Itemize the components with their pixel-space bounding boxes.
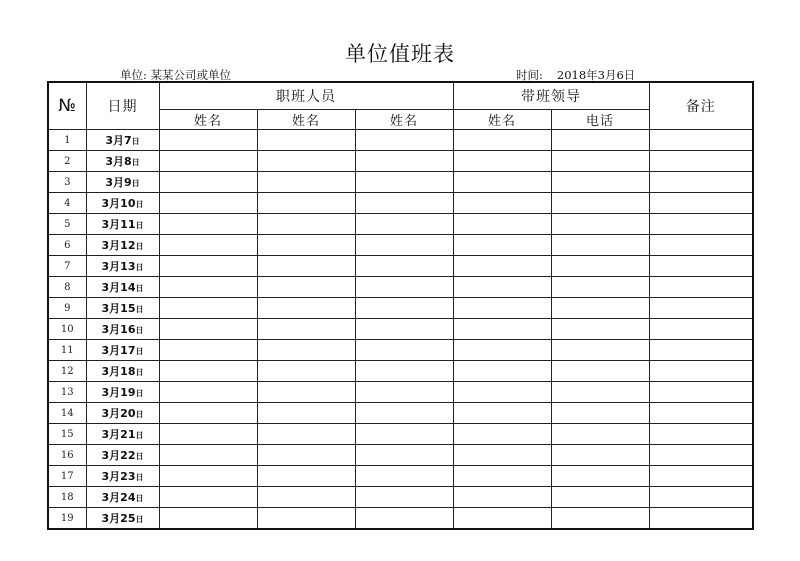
page-title: 单位值班表 <box>345 42 455 66</box>
remark-cell[interactable] <box>649 424 753 445</box>
staff-name-1-cell[interactable] <box>159 193 257 214</box>
row-index: 15 <box>48 424 86 445</box>
row-date-day: 日 <box>135 515 144 524</box>
row-date-text: 3月22 <box>101 449 136 462</box>
row-index: 11 <box>48 340 86 361</box>
row-date <box>86 445 159 466</box>
row-date <box>86 130 159 151</box>
row-date-text: 3月25 <box>101 512 136 525</box>
row-index: 13 <box>48 382 86 403</box>
row-index: 4 <box>48 193 86 214</box>
leader-name-cell[interactable] <box>453 172 551 193</box>
staff-name-1-cell[interactable] <box>159 382 257 403</box>
staff-name-2-cell[interactable] <box>257 256 355 277</box>
staff-name-1-cell[interactable] <box>159 403 257 424</box>
staff-name-2-cell[interactable] <box>257 508 355 530</box>
row-date-text: 3月18 <box>101 365 136 378</box>
leader-phone-cell[interactable] <box>551 508 649 530</box>
remark-cell[interactable] <box>649 214 753 235</box>
table-row <box>48 214 753 235</box>
remark-cell[interactable] <box>649 508 753 530</box>
time-value: 2018年3月6日 <box>556 68 636 82</box>
leader-name-cell[interactable] <box>453 319 551 340</box>
row-date-day: 日 <box>135 326 144 335</box>
staff-name-3-cell[interactable] <box>355 403 453 424</box>
table-row <box>48 361 753 382</box>
leader-phone-cell[interactable] <box>551 424 649 445</box>
leader-name-cell[interactable] <box>453 256 551 277</box>
row-date-text: 3月7 <box>105 134 132 147</box>
row-index: 6 <box>48 235 86 256</box>
leader-name-cell[interactable] <box>453 277 551 298</box>
staff-name-2-cell[interactable] <box>257 340 355 361</box>
leader-name-cell[interactable] <box>453 235 551 256</box>
row-index: 14 <box>48 403 86 424</box>
remark-cell[interactable] <box>649 298 753 319</box>
unit-label: 单位: 某某公司或单位 <box>120 68 232 82</box>
remark-cell[interactable] <box>649 382 753 403</box>
row-date <box>86 403 159 424</box>
row-date <box>86 382 159 403</box>
row-date-day: 日 <box>135 410 144 419</box>
table-row <box>48 298 753 319</box>
row-date <box>86 151 159 172</box>
staff-name-2-cell[interactable] <box>257 403 355 424</box>
header-staff-group: 职班人员 <box>159 82 453 110</box>
table-row <box>48 130 753 151</box>
staff-name-2-cell[interactable] <box>257 151 355 172</box>
time-label: 时间: <box>516 68 543 82</box>
staff-name-3-cell[interactable] <box>355 235 453 256</box>
header-leader-phone: 电话 <box>551 110 649 130</box>
staff-name-2-cell[interactable] <box>257 214 355 235</box>
staff-name-2-cell[interactable] <box>257 235 355 256</box>
staff-name-3-cell[interactable] <box>355 487 453 508</box>
staff-name-3-cell[interactable] <box>355 151 453 172</box>
leader-name-cell[interactable] <box>453 298 551 319</box>
header-leader-group: 带班领导 <box>453 82 649 110</box>
row-date <box>86 298 159 319</box>
staff-name-1-cell[interactable] <box>159 277 257 298</box>
row-index: 7 <box>48 256 86 277</box>
staff-name-2-cell[interactable] <box>257 466 355 487</box>
row-index: 17 <box>48 466 86 487</box>
leader-phone-cell[interactable] <box>551 487 649 508</box>
staff-name-1-cell[interactable] <box>159 340 257 361</box>
table-row <box>48 508 753 530</box>
staff-name-2-cell[interactable] <box>257 487 355 508</box>
row-date-day: 日 <box>131 137 140 146</box>
staff-name-3-cell[interactable] <box>355 172 453 193</box>
staff-name-2-cell[interactable] <box>257 445 355 466</box>
remark-cell[interactable] <box>649 277 753 298</box>
row-date-day: 日 <box>135 431 144 440</box>
row-date <box>86 424 159 445</box>
staff-name-3-cell[interactable] <box>355 361 453 382</box>
row-date <box>86 340 159 361</box>
row-date-day: 日 <box>135 452 144 461</box>
staff-name-3-cell[interactable] <box>355 319 453 340</box>
staff-name-1-cell[interactable] <box>159 172 257 193</box>
table-row <box>48 151 753 172</box>
header-staff-name-1: 姓名 <box>159 110 257 130</box>
row-date-text: 3月10 <box>101 197 136 210</box>
row-index: 12 <box>48 361 86 382</box>
staff-name-3-cell[interactable] <box>355 382 453 403</box>
header-staff-name-2: 姓名 <box>257 110 355 130</box>
staff-name-1-cell[interactable] <box>159 319 257 340</box>
staff-name-1-cell[interactable] <box>159 235 257 256</box>
staff-name-3-cell[interactable] <box>355 277 453 298</box>
header-remark: 备注 <box>649 82 753 130</box>
leader-phone-cell[interactable] <box>551 445 649 466</box>
leader-phone-cell[interactable] <box>551 298 649 319</box>
table-row <box>48 277 753 298</box>
remark-cell[interactable] <box>649 256 753 277</box>
header-leader-name: 姓名 <box>453 110 551 130</box>
table-row <box>48 256 753 277</box>
staff-name-1-cell[interactable] <box>159 151 257 172</box>
remark-cell[interactable] <box>649 130 753 151</box>
row-date-day: 日 <box>135 263 144 272</box>
leader-phone-cell[interactable] <box>551 214 649 235</box>
row-date-text: 3月11 <box>101 218 136 231</box>
table-row <box>48 445 753 466</box>
table-row <box>48 382 753 403</box>
leader-name-cell[interactable] <box>453 193 551 214</box>
row-date <box>86 172 159 193</box>
row-date <box>86 361 159 382</box>
leader-name-cell[interactable] <box>453 340 551 361</box>
row-index: 3 <box>48 172 86 193</box>
row-date-day: 日 <box>135 347 144 356</box>
leader-phone-cell[interactable] <box>551 382 649 403</box>
staff-name-3-cell[interactable] <box>355 130 453 151</box>
row-index: 9 <box>48 298 86 319</box>
header-date: 日期 <box>86 82 159 130</box>
table-row <box>48 193 753 214</box>
row-date-text: 3月8 <box>105 155 132 168</box>
remark-cell[interactable] <box>649 340 753 361</box>
header-no: № <box>48 82 86 130</box>
table-row <box>48 235 753 256</box>
row-date <box>86 235 159 256</box>
leader-name-cell[interactable] <box>453 214 551 235</box>
staff-name-2-cell[interactable] <box>257 298 355 319</box>
leader-name-cell[interactable] <box>453 424 551 445</box>
row-date-text: 3月9 <box>105 176 132 189</box>
leader-name-cell[interactable] <box>453 445 551 466</box>
row-index: 16 <box>48 445 86 466</box>
staff-name-1-cell[interactable] <box>159 298 257 319</box>
leader-phone-cell[interactable] <box>551 151 649 172</box>
duty-roster-table <box>47 81 754 530</box>
leader-name-cell[interactable] <box>453 466 551 487</box>
staff-name-2-cell[interactable] <box>257 361 355 382</box>
row-date-day: 日 <box>135 284 144 293</box>
staff-name-3-cell[interactable] <box>355 256 453 277</box>
row-date-text: 3月24 <box>101 491 136 504</box>
row-date-day: 日 <box>135 200 144 209</box>
row-date-text: 3月13 <box>101 260 136 273</box>
table-row <box>48 340 753 361</box>
table-row <box>48 424 753 445</box>
table-row <box>48 172 753 193</box>
row-index: 5 <box>48 214 86 235</box>
remark-cell[interactable] <box>649 445 753 466</box>
row-index: 2 <box>48 151 86 172</box>
remark-cell[interactable] <box>649 172 753 193</box>
row-date-text: 3月15 <box>101 302 136 315</box>
row-date <box>86 508 159 530</box>
table-row <box>48 466 753 487</box>
remark-cell[interactable] <box>649 403 753 424</box>
row-date-text: 3月20 <box>101 407 136 420</box>
row-date <box>86 214 159 235</box>
row-date-text: 3月19 <box>101 386 136 399</box>
leader-phone-cell[interactable] <box>551 361 649 382</box>
row-date-text: 3月21 <box>101 428 136 441</box>
row-date-text: 3月12 <box>101 239 136 252</box>
staff-name-3-cell[interactable] <box>355 445 453 466</box>
row-date <box>86 193 159 214</box>
staff-name-1-cell[interactable] <box>159 361 257 382</box>
row-date-text: 3月16 <box>101 323 136 336</box>
row-date <box>86 277 159 298</box>
remark-cell[interactable] <box>649 466 753 487</box>
row-date-text: 3月17 <box>101 344 136 357</box>
leader-phone-cell[interactable] <box>551 256 649 277</box>
row-index: 8 <box>48 277 86 298</box>
row-date-text: 3月14 <box>101 281 136 294</box>
staff-name-1-cell[interactable] <box>159 508 257 530</box>
row-date-day: 日 <box>135 389 144 398</box>
leader-name-cell[interactable] <box>453 403 551 424</box>
staff-name-2-cell[interactable] <box>257 172 355 193</box>
staff-name-2-cell[interactable] <box>257 130 355 151</box>
leader-name-cell[interactable] <box>453 487 551 508</box>
leader-phone-cell[interactable] <box>551 235 649 256</box>
remark-cell[interactable] <box>649 235 753 256</box>
leader-phone-cell[interactable] <box>551 277 649 298</box>
staff-name-1-cell[interactable] <box>159 445 257 466</box>
leader-phone-cell[interactable] <box>551 340 649 361</box>
leader-name-cell[interactable] <box>453 151 551 172</box>
remark-cell[interactable] <box>649 319 753 340</box>
staff-name-2-cell[interactable] <box>257 424 355 445</box>
row-date <box>86 466 159 487</box>
table-row <box>48 403 753 424</box>
remark-cell[interactable] <box>649 193 753 214</box>
staff-name-3-cell[interactable] <box>355 214 453 235</box>
row-date-day: 日 <box>131 179 140 188</box>
row-date-day: 日 <box>135 494 144 503</box>
remark-cell[interactable] <box>649 487 753 508</box>
staff-name-3-cell[interactable] <box>355 424 453 445</box>
row-date <box>86 256 159 277</box>
remark-cell[interactable] <box>649 361 753 382</box>
staff-name-1-cell[interactable] <box>159 130 257 151</box>
row-date-day: 日 <box>135 368 144 377</box>
leader-name-cell[interactable] <box>453 361 551 382</box>
row-index: 1 <box>48 130 86 151</box>
row-date-day: 日 <box>135 242 144 251</box>
row-date-day: 日 <box>135 221 144 230</box>
leader-name-cell[interactable] <box>453 382 551 403</box>
staff-name-1-cell[interactable] <box>159 214 257 235</box>
staff-name-1-cell[interactable] <box>159 424 257 445</box>
staff-name-3-cell[interactable] <box>355 193 453 214</box>
staff-name-1-cell[interactable] <box>159 256 257 277</box>
leader-phone-cell[interactable] <box>551 172 649 193</box>
staff-name-3-cell[interactable] <box>355 340 453 361</box>
row-date-day: 日 <box>131 158 140 167</box>
leader-name-cell[interactable] <box>453 508 551 530</box>
row-date-day: 日 <box>135 305 144 314</box>
row-date-text: 3月23 <box>101 470 136 483</box>
row-index: 10 <box>48 319 86 340</box>
leader-phone-cell[interactable] <box>551 319 649 340</box>
header-staff-name-3: 姓名 <box>355 110 453 130</box>
staff-name-3-cell[interactable] <box>355 466 453 487</box>
staff-name-2-cell[interactable] <box>257 319 355 340</box>
leader-phone-cell[interactable] <box>551 130 649 151</box>
table-row <box>48 319 753 340</box>
leader-phone-cell[interactable] <box>551 403 649 424</box>
staff-name-1-cell[interactable] <box>159 487 257 508</box>
row-index: 19 <box>48 508 86 530</box>
remark-cell[interactable] <box>649 151 753 172</box>
staff-name-1-cell[interactable] <box>159 466 257 487</box>
staff-name-2-cell[interactable] <box>257 193 355 214</box>
row-date <box>86 319 159 340</box>
leader-name-cell[interactable] <box>453 130 551 151</box>
leader-phone-cell[interactable] <box>551 193 649 214</box>
staff-name-2-cell[interactable] <box>257 277 355 298</box>
row-date <box>86 487 159 508</box>
staff-name-3-cell[interactable] <box>355 298 453 319</box>
table-row <box>48 487 753 508</box>
staff-name-2-cell[interactable] <box>257 382 355 403</box>
roster-body <box>48 130 753 530</box>
leader-phone-cell[interactable] <box>551 466 649 487</box>
row-date-day: 日 <box>135 473 144 482</box>
row-index: 18 <box>48 487 86 508</box>
staff-name-3-cell[interactable] <box>355 508 453 530</box>
